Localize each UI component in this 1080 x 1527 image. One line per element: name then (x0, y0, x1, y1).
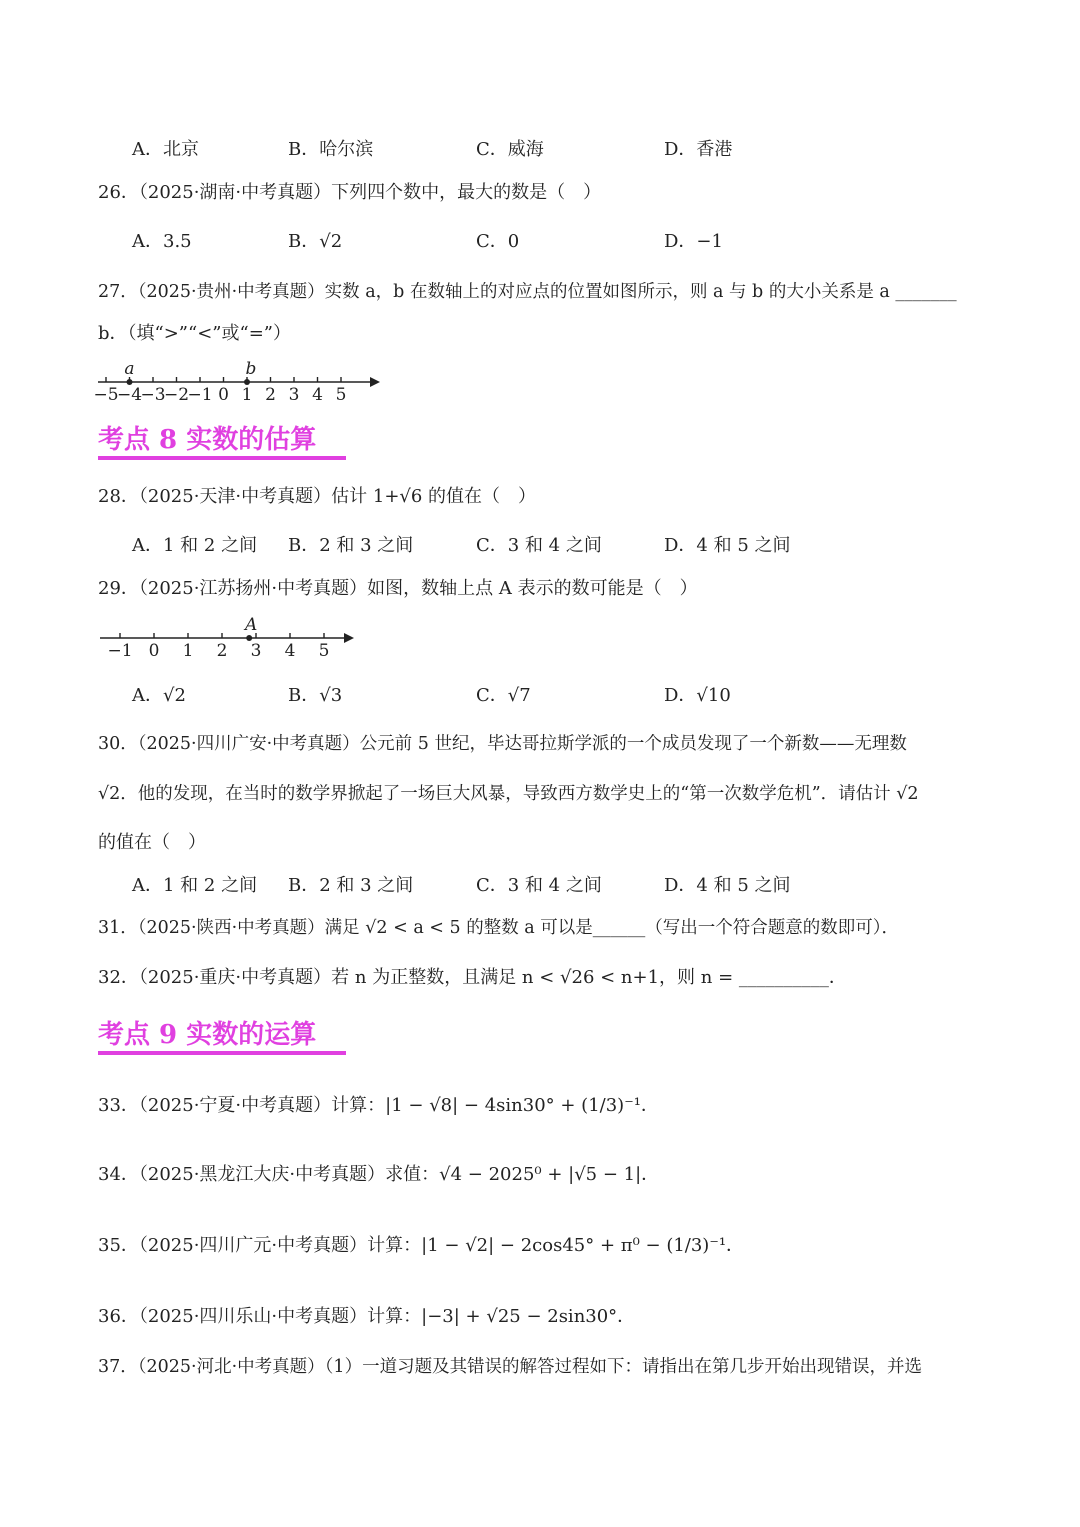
q35-text: 35．（2025·四川广元·中考真题）计算：|1 − √2| − 2cos45° + π⁰ − (1/3)⁻¹． (98, 1235, 745, 1256)
q30-option-a: A．1 和 2 之间 (132, 875, 258, 896)
section-8-title: 考点 8 实数的估算 (98, 425, 317, 455)
q27-line1: 27．（2025·贵州·中考真题）实数 a，b 在数轴上的对应点的位置如图所示，则 a 与 b 的大小关系是 a _______ (98, 282, 957, 302)
section-9-title: 考点 9 实数的运算 (98, 1020, 317, 1050)
q30-option-b: B．2 和 3 之间 (288, 875, 414, 896)
q33-text: 33．（2025·宁夏·中考真题）计算：|1 − √8| − 4sin30° + (1/3)⁻¹． (98, 1095, 659, 1116)
tick-label: 2 (216, 641, 228, 661)
tick-label: −5 (93, 385, 119, 405)
tick-label: −4 (116, 385, 143, 405)
tick-label: 2 (265, 385, 276, 405)
q28-option-d: D．4 和 5 之间 (664, 535, 791, 556)
q29-option-d: D．√10 (664, 685, 731, 706)
q25-option-a: A．北京 (132, 139, 199, 160)
q28-option-b: B．2 和 3 之间 (288, 535, 414, 556)
q29-axis-arrow (344, 633, 354, 643)
q26-option-c: C．0 (476, 231, 520, 252)
tick-label: 4 (284, 641, 296, 661)
q27-axis-arrow (370, 377, 380, 387)
q30-option-c: C．3 和 4 之间 (476, 875, 602, 896)
q29-option-c: C．√7 (476, 685, 531, 706)
q29-number-line (96, 612, 358, 664)
q30-line1: 30．（2025·四川广安·中考真题）公元前 5 世纪，毕达哥拉斯学派的一个成员发现了一个新数——无理数 (98, 734, 907, 754)
tick-label: 3 (250, 641, 262, 661)
point-dot (244, 379, 250, 385)
tick-label: −3 (140, 385, 166, 405)
q28-option-c: C．3 和 4 之间 (476, 535, 602, 556)
point-label: a (124, 359, 135, 379)
tick-label: 1 (241, 385, 253, 405)
q32-text: 32．（2025·重庆·中考真题）若 n 为正整数，且满足 n < √26 < n+1，则 n = __________． (98, 967, 847, 988)
q27-number-line (93, 358, 386, 406)
q29-option-a: A．√2 (132, 685, 186, 706)
q29-option-b: B．√3 (288, 685, 343, 706)
q25-option-b: B．哈尔滨 (288, 139, 374, 160)
tick-label: 0 (148, 641, 160, 661)
tick-label: −1 (107, 641, 133, 661)
tick-label: −2 (163, 385, 190, 405)
tick-label: 4 (312, 385, 323, 405)
section-9-underline (98, 1051, 346, 1055)
tick-label: 3 (288, 385, 300, 405)
q25-option-c: C．威海 (476, 139, 544, 160)
tick-label: 1 (182, 641, 194, 661)
tick-label: 5 (318, 641, 330, 661)
point-dot (246, 635, 252, 641)
section-8-underline (98, 456, 346, 460)
q30-line2: √2．他的发现，在当时的数学界掀起了一场巨大风暴，导致西方数学史上的“第一次数学危机”．请估计 √2 (98, 784, 919, 804)
q26-option-a: A．3.5 (132, 231, 192, 252)
q29-text: 29．（2025·江苏扬州·中考真题）如图，数轴上点 A 表示的数可能是（ ） (98, 578, 698, 599)
point-label: A (245, 615, 258, 635)
q37-text: 37．（2025·河北·中考真题）（1）一道习题及其错误的解答过程如下：请指出在第几步开始出现错误，并选 (98, 1357, 923, 1377)
q25-option-d: D．香港 (664, 139, 733, 160)
point-dot (127, 379, 133, 385)
q36-text: 36．（2025·四川乐山·中考真题）计算：|−3| + √25 − 2sin30°． (98, 1306, 636, 1327)
q26-option-b: B．√2 (288, 231, 343, 252)
q30-option-d: D．4 和 5 之间 (664, 875, 791, 896)
q30-line3: 的值在（ ） (98, 832, 206, 853)
q26-text: 26．（2025·湖南·中考真题）下列四个数中，最大的数是（ ） (98, 182, 602, 203)
tick-label: −1 (187, 385, 213, 405)
tick-label: 0 (218, 385, 229, 405)
q31-text: 31．（2025·陕西·中考真题）满足 √2 < a < 5 的整数 a 可以是______（写出一个符合题意的数即可）． (98, 918, 900, 938)
q28-text: 28．（2025·天津·中考真题）估计 1+√6 的值在（ ） (98, 486, 537, 507)
point-label: b (245, 359, 257, 379)
q26-option-d: D．−1 (664, 231, 723, 252)
q34-text: 34．（2025·黑龙江大庆·中考真题）求值：√4 − 2025⁰ + |√5 − 1|． (98, 1164, 660, 1185)
q27-line2: b．（填“>”“<”或“=”） (98, 323, 291, 344)
q28-option-a: A．1 和 2 之间 (132, 535, 258, 556)
tick-label: 5 (335, 385, 347, 405)
